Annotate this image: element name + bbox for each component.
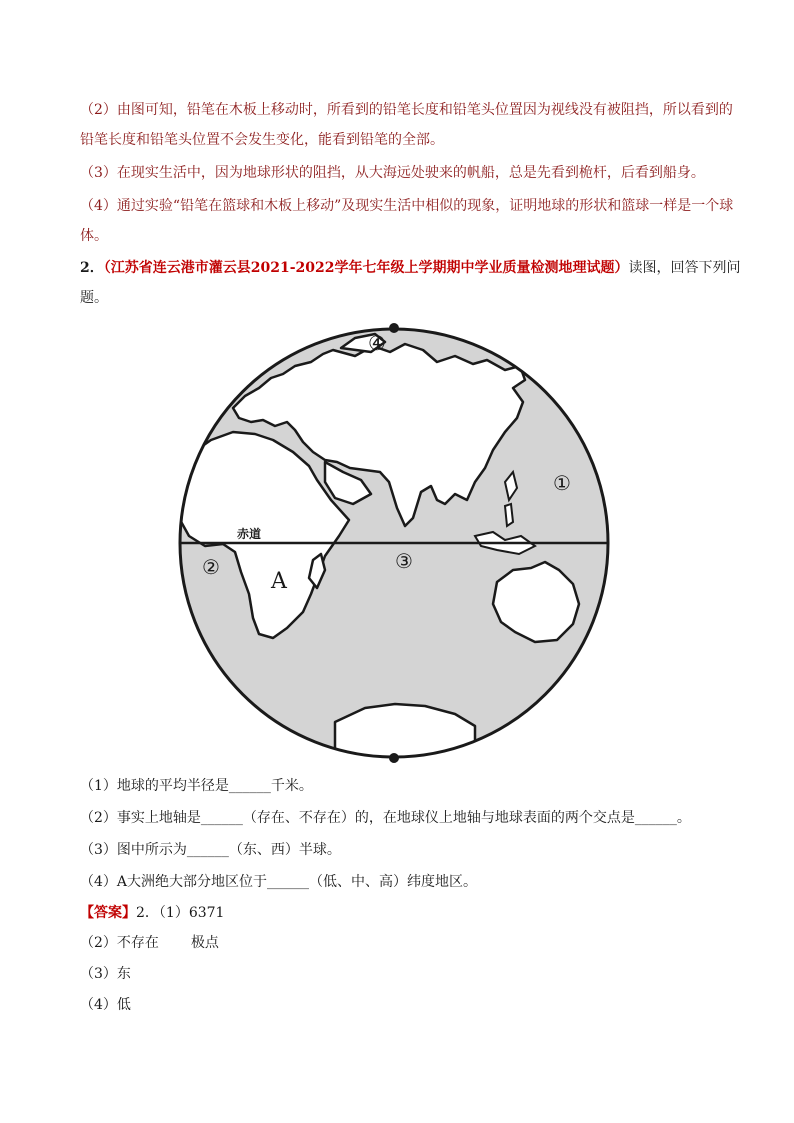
answer-4: （4）低 xyxy=(80,997,131,1013)
map-label-2: ② xyxy=(202,555,220,579)
eastern-hemisphere-map xyxy=(175,322,615,764)
answer-line-2a: （2）由图可知，铅笔在木板上移动时，所看到的铅笔长度和铅笔头位置因为视线没有被阻挡，所以看到的 xyxy=(80,102,733,118)
question-2-header xyxy=(80,258,741,278)
question-prompt: 读图，回答下列问 xyxy=(628,260,741,276)
answer-2-part2: 极点 xyxy=(190,935,219,951)
map-label-3: ③ xyxy=(395,549,413,573)
answer-1: 2．（1）6371 xyxy=(136,905,225,921)
answer-line-4b: 体。 xyxy=(80,228,108,244)
answer-line-4a: （4）通过实验“铅笔在篮球和木板上移动”及现实生活中相似的现象，证明地球的形状和篮球一样是一个球 xyxy=(80,198,734,214)
sub-question-4: （4）A大洲绝大部分地区位于______（低、中、高）纬度地区。 xyxy=(80,874,478,890)
north-pole-dot xyxy=(389,323,399,333)
south-pole-dot xyxy=(389,753,399,763)
answer-line-3: （3）在现实生活中，因为地球形状的阻挡，从大海远处驶来的帆船，总是先看到桅杆，后看到船身。 xyxy=(80,165,705,181)
answer-tag: 【答案】 xyxy=(80,905,136,921)
answer-3: （3）东 xyxy=(80,966,131,982)
question-source: （江苏省连云港市灌云县2021-2022学年七年级上学期期中学业质量检测地理试题） xyxy=(103,260,629,276)
answer-2-part1: （2）不存在 xyxy=(80,935,159,951)
map-label-A: A xyxy=(271,569,287,594)
sub-question-3: （3）图中所示为______（东、西）半球。 xyxy=(80,842,341,858)
answer-header xyxy=(80,903,224,923)
map-label-4: ④ xyxy=(368,331,386,355)
answer-line-2b: 铅笔长度和铅笔头位置不会发生变化，能看到铅笔的全部。 xyxy=(80,132,444,148)
question-2-prompt-cont: 题。 xyxy=(80,290,108,306)
philippines-island xyxy=(505,504,513,526)
equator-label: 赤道 xyxy=(237,527,262,541)
sub-question-2: （2）事实上地轴是______（存在、不存在）的，在地球仪上地轴与地球表面的两个交点是______。 xyxy=(80,810,691,826)
answer-2 xyxy=(80,933,219,953)
map-label-1: ① xyxy=(553,471,571,495)
sub-question-1: （1）地球的平均半径是______千米。 xyxy=(80,778,313,794)
question-number: 2． xyxy=(80,260,104,276)
